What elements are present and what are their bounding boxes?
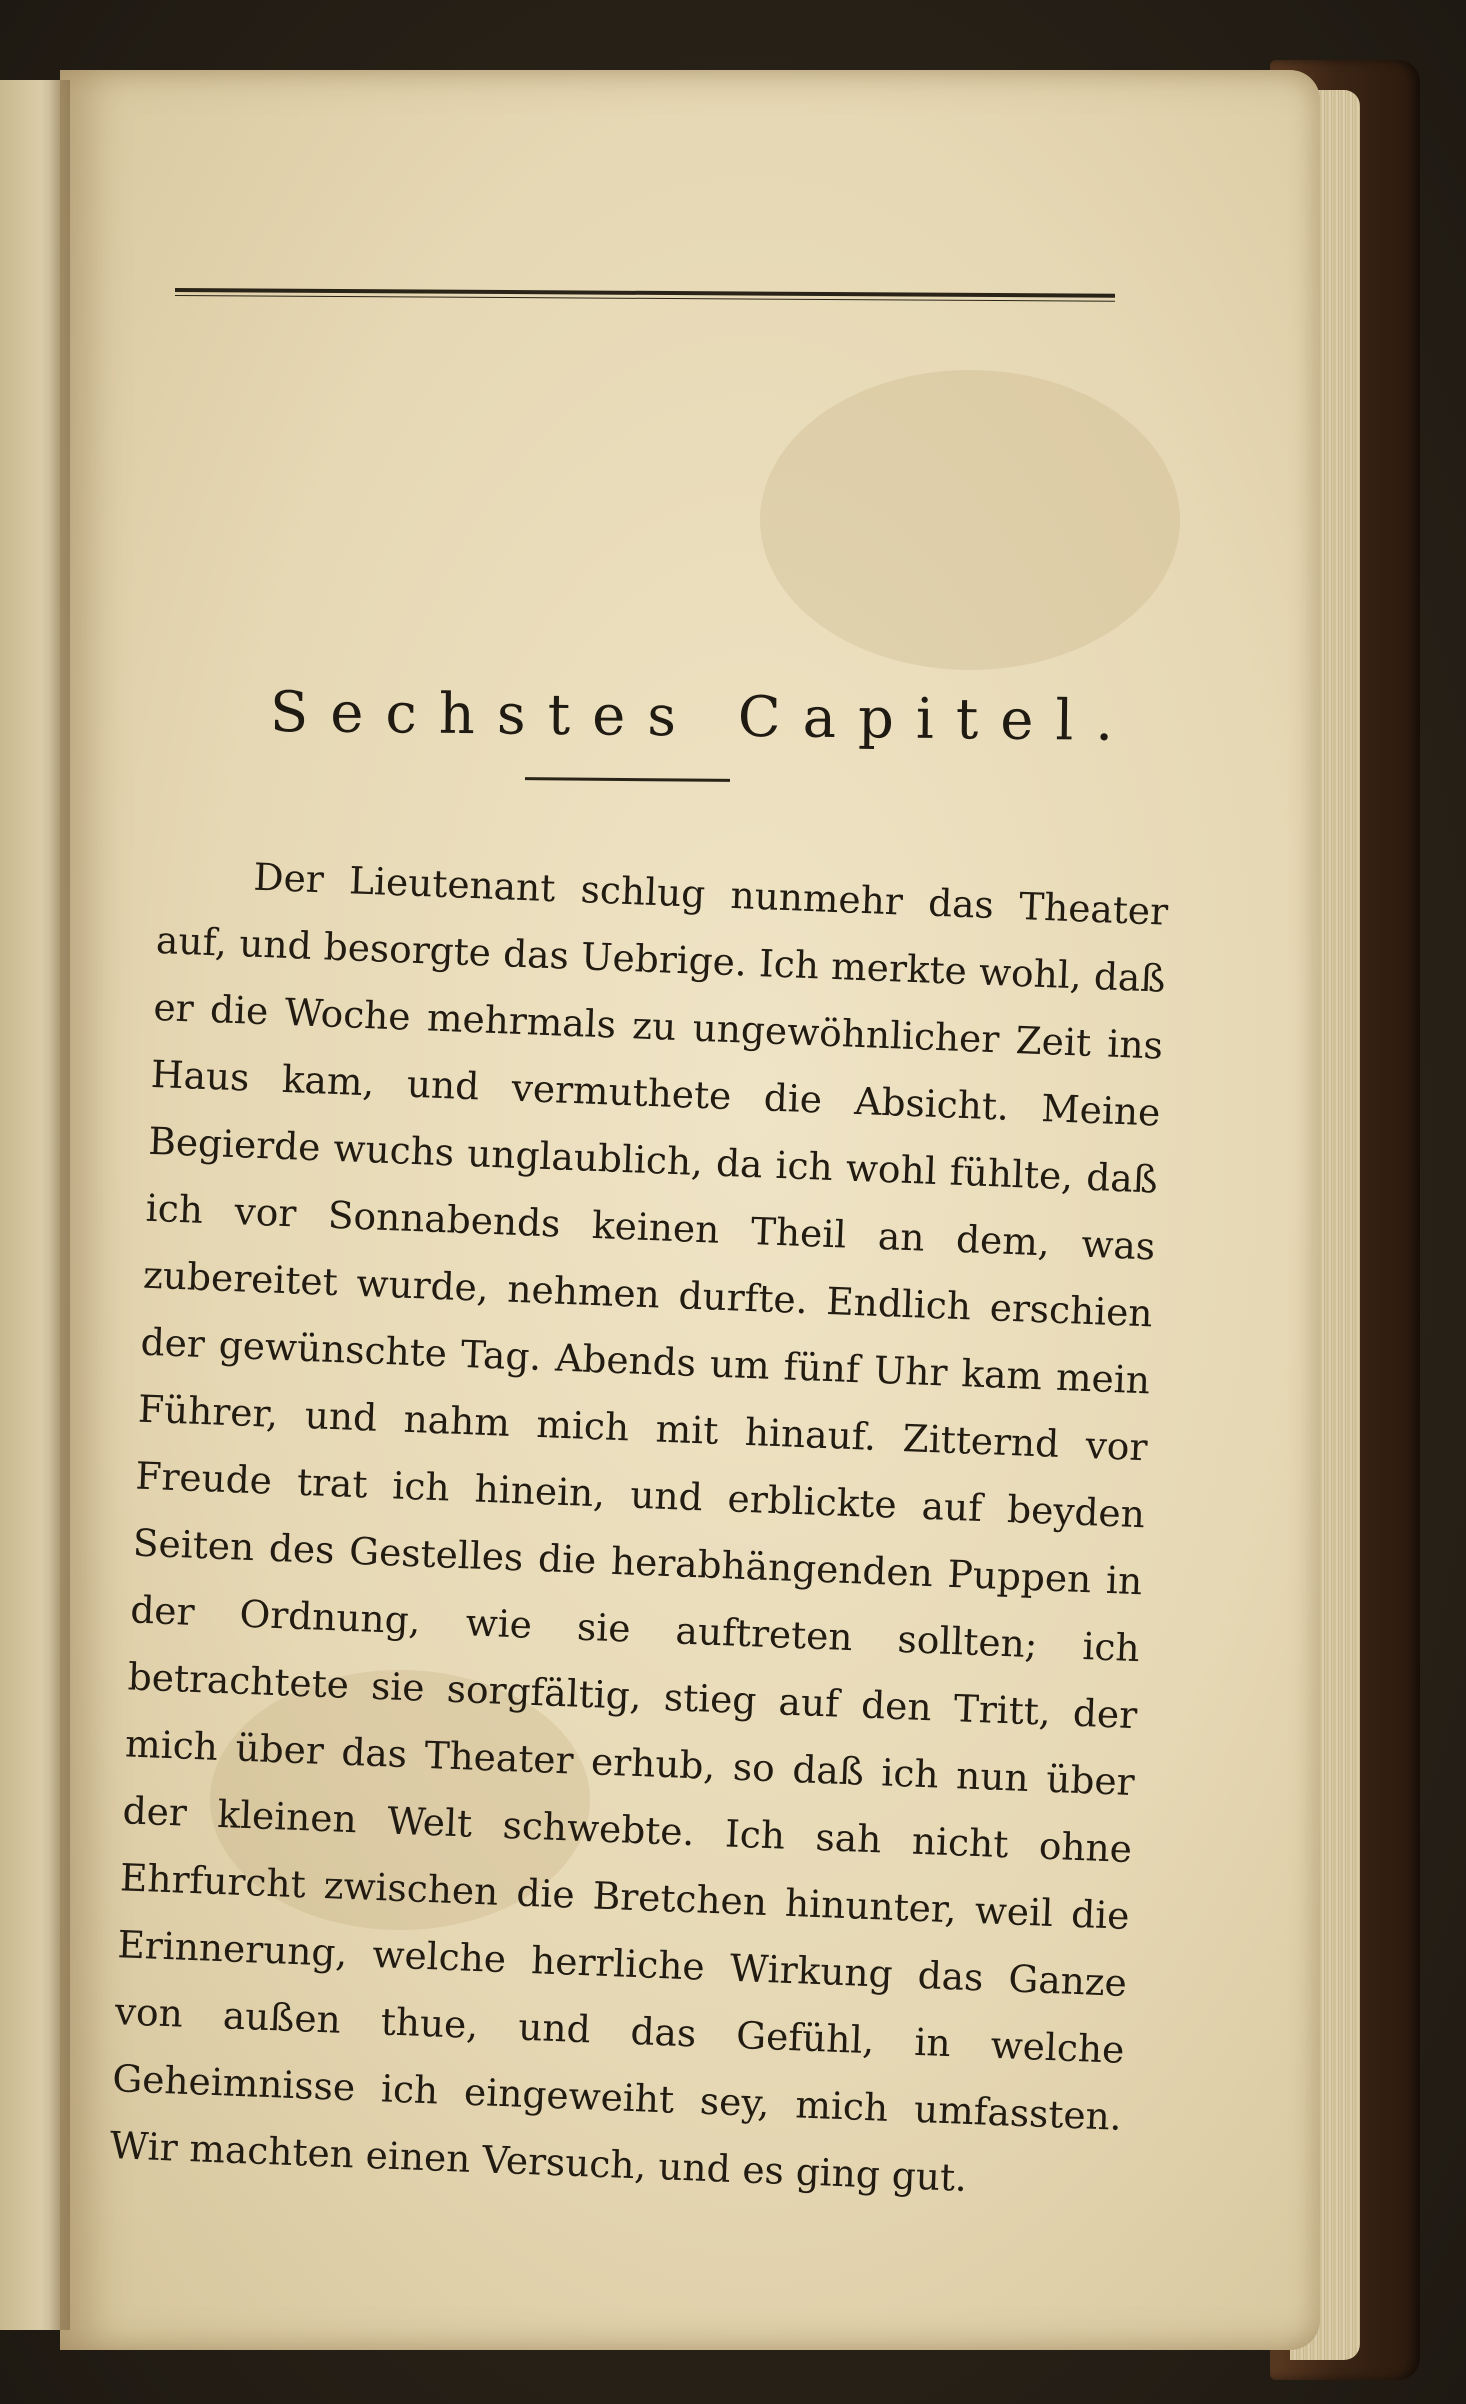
book-page [60,70,1320,2350]
title-divider [525,777,730,782]
chapter-title: Sechstes Capitel. [269,680,1136,755]
paper-stain [760,370,1180,670]
page-gutter-shadow [40,80,70,2330]
body-paragraph: Der Lieutenant schlug nunmehr das Theater auf, und besorgte das Uebrige. Ich merkte wohl, daß er die Woche mehrmals zu ungewöhnlicher Zeit ins Haus kam, und vermuthete die Absicht. Meine Begierde wuchs unglaublich, da ich wohl fühlte, daß ich vor Sonnabends keinen Theil an dem, was zubereitet wurde, nehmen durfte. Endlich erschien der gewünschte Tag. Abends um fünf Uhr kam mein Führer, und nahm mich mit hinauf. Zitternd vor Freude trat ich hinein, und erblickte auf beyden Seiten des Gestelles die herabhängenden Puppen in der Ordnung, wie sie auftreten sollten; ich betrachtete sie sorgfältig, stieg auf den Tritt, der mich über das Theater erhub, so daß ich nun über der kleinen Welt schwebte. Ich sah nicht ohne Ehrfurcht zwischen die Bretchen hinunter, weil die Erinnerung, welche herrliche Wirkung das Ganze von außen thue, und das Gefühl, in welche Geheimnisse ich eingeweiht sey, mich umfassten. Wir machten einen Versuch, und es ging gut. [109,854,1169,2200]
header-rule [175,288,1115,302]
